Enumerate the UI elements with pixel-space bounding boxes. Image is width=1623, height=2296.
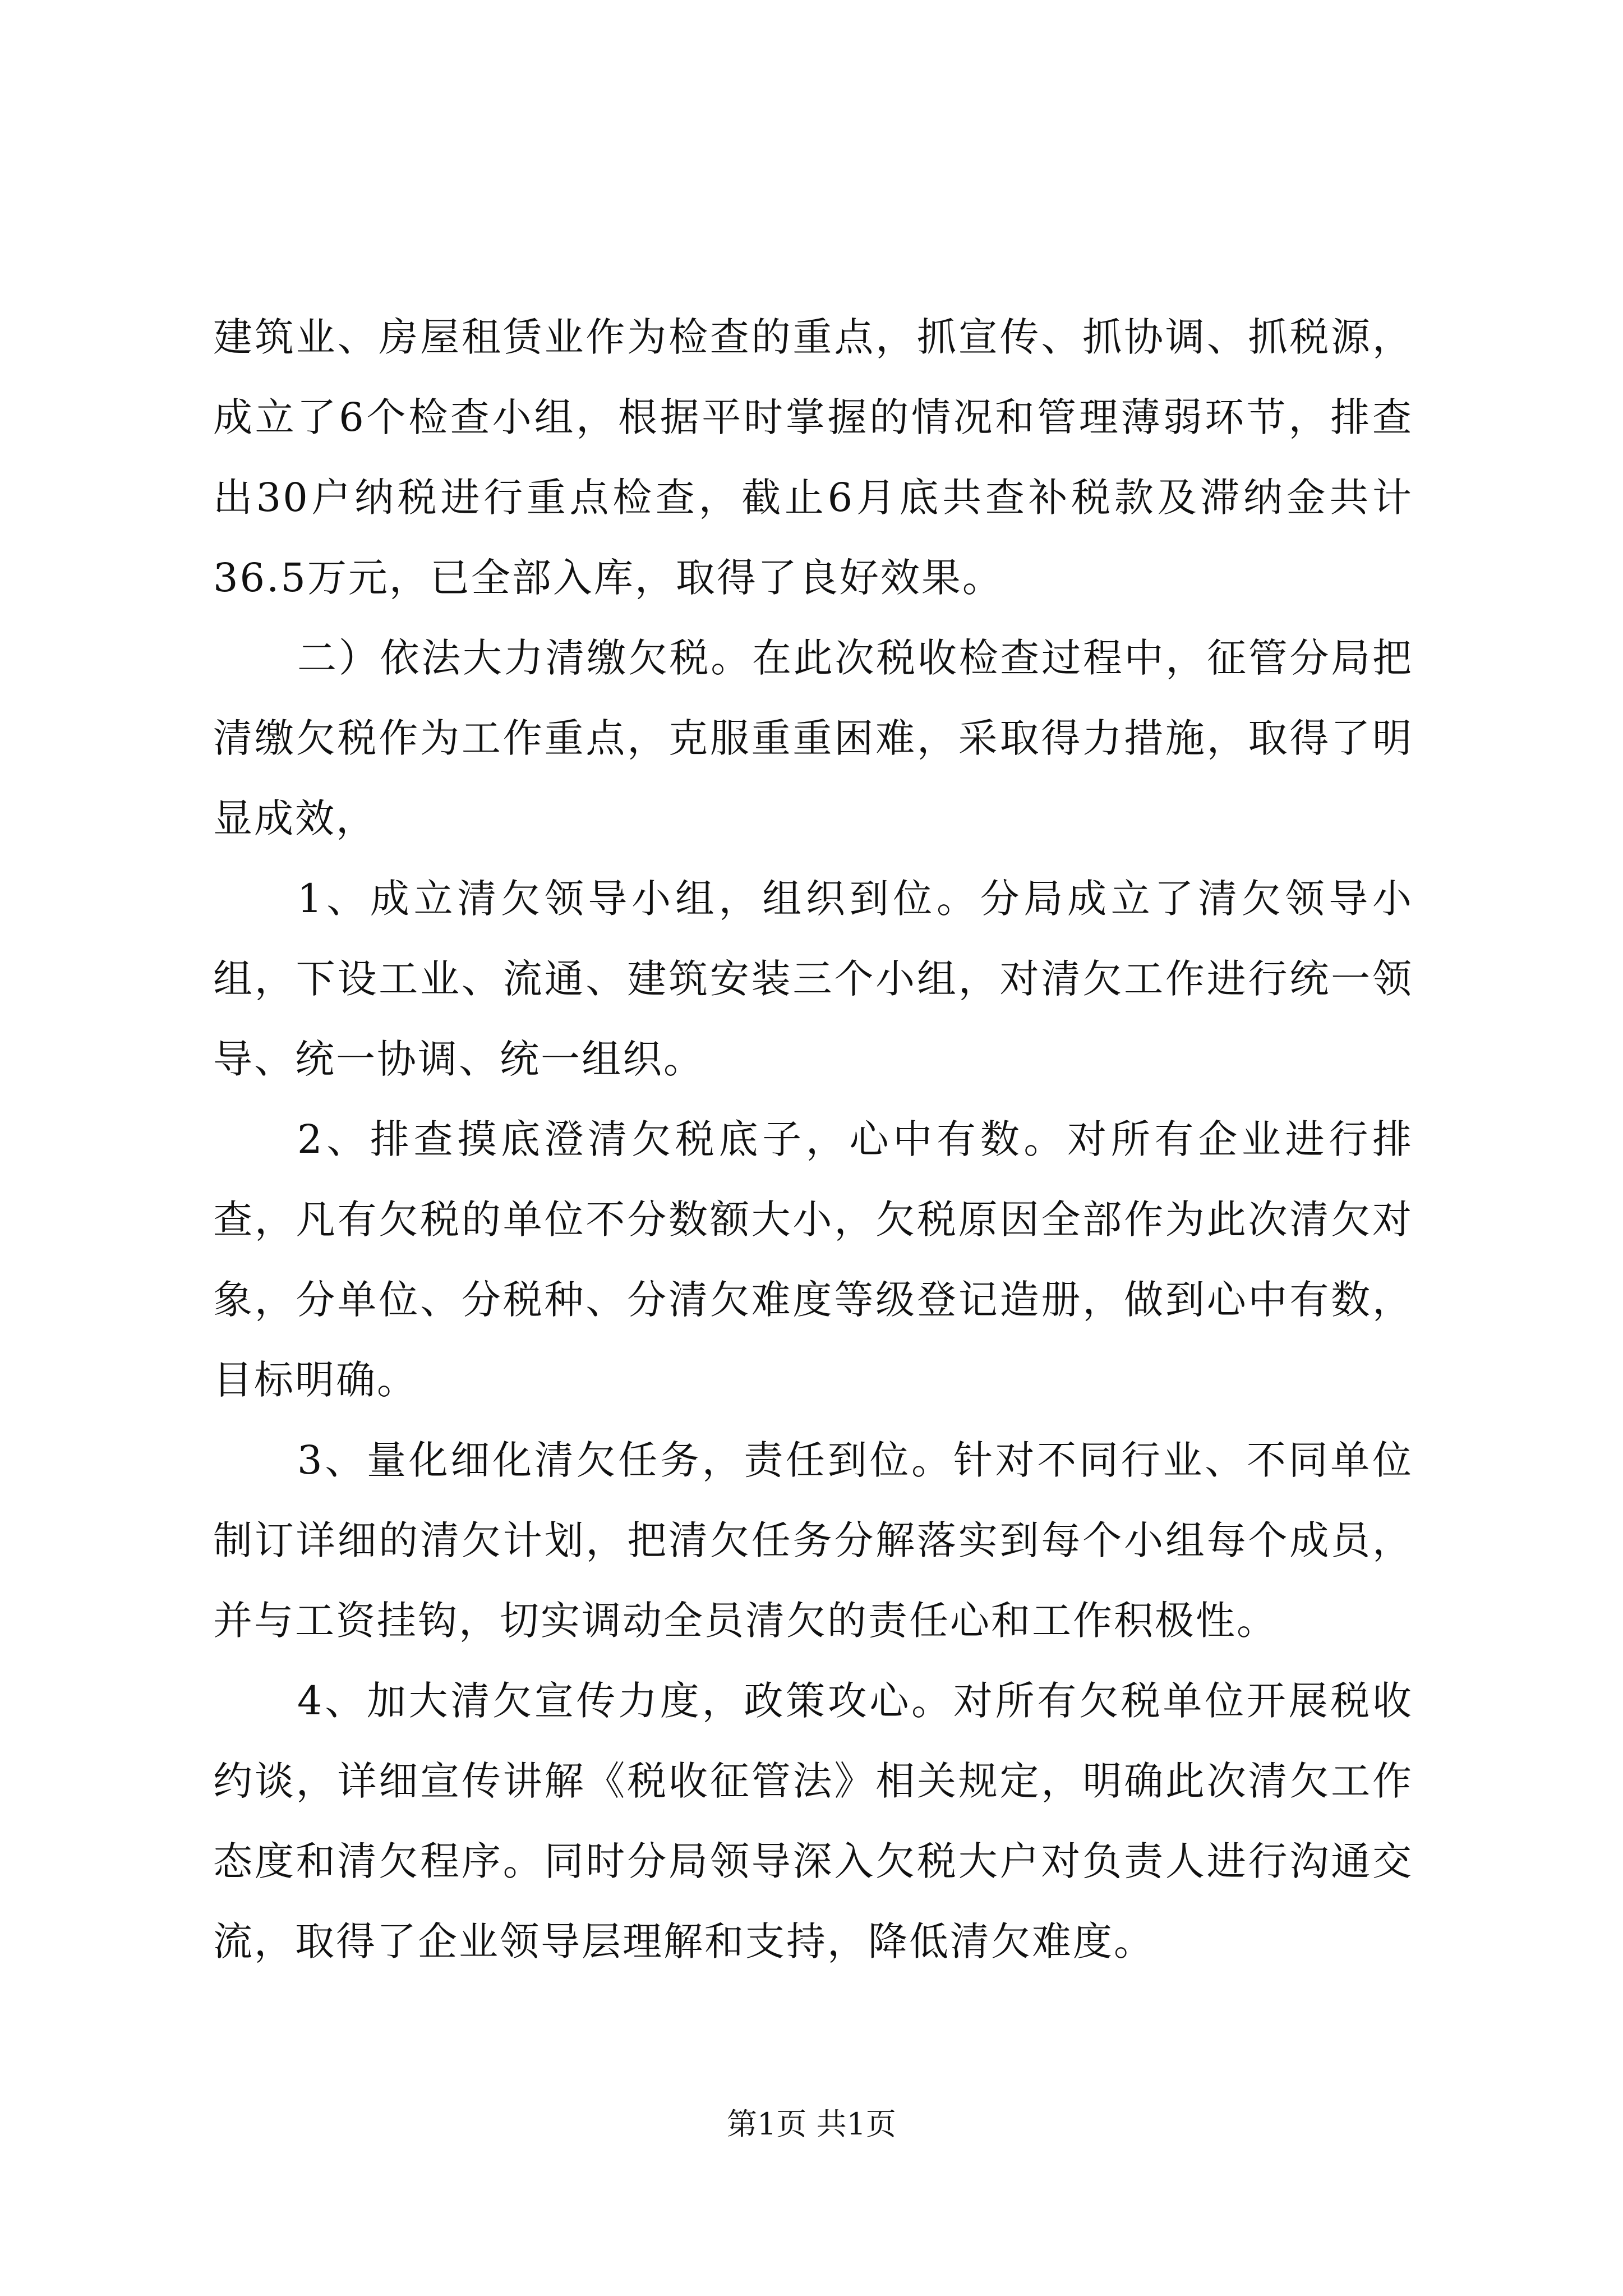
- document-body: [213, 297, 1413, 1982]
- paragraph-item-2: 2、排查摸底澄清欠税底子，心中有数。对所有企业进行排查，凡有欠税的单位不分数额大小，欠税原因全部作为此次清欠对象，分单位、分税种、分清欠难度等级登记造册，做到心中有数，目标明确。: [213, 1116, 1413, 1403]
- paragraph-section-two: 二）依法大力清缴欠税。在此次税收检查过程中，征管分局把清缴欠税作为工作重点，克服重重困难，采取得力措施，取得了明显成效，: [213, 635, 1413, 841]
- page-footer: 第1页 共1页: [727, 2106, 896, 2142]
- paragraph-continuation: 建筑业、房屋租赁业作为检查的重点，抓宣传、抓协调、抓税源，成立了6个检查小组，根据平时掌握的情况和管理薄弱环节，排查出30户纳税进行重点检查，截止6月底共查补税款及滞纳金共计36.5万元，已全部入库，取得了良好效果。: [213, 314, 1413, 601]
- paragraph-item-3: 3、量化细化清欠任务，责任到位。针对不同行业、不同单位制订详细的清欠计划，把清欠任务分解落实到每个小组每个成员，并与工资挂钩，切实调动全员清欠的责任心和工作积极性。: [213, 1437, 1413, 1644]
- paragraph-item-1: 1、成立清欠领导小组，组织到位。分局成立了清欠领导小组，下设工业、流通、建筑安装三个小组，对清欠工作进行统一领导、统一协调、统一组织。: [213, 876, 1413, 1082]
- paragraph-item-4: 4、加大清欠宣传力度，政策攻心。对所有欠税单位开展税收约谈，详细宣传讲解《税收征管法》相关规定，明确此次清欠工作态度和清欠程序。同时分局领导深入欠税大户对负责人进行沟通交流，取得了企业领导层理解和支持，降低清欠难度。: [213, 1678, 1413, 1964]
